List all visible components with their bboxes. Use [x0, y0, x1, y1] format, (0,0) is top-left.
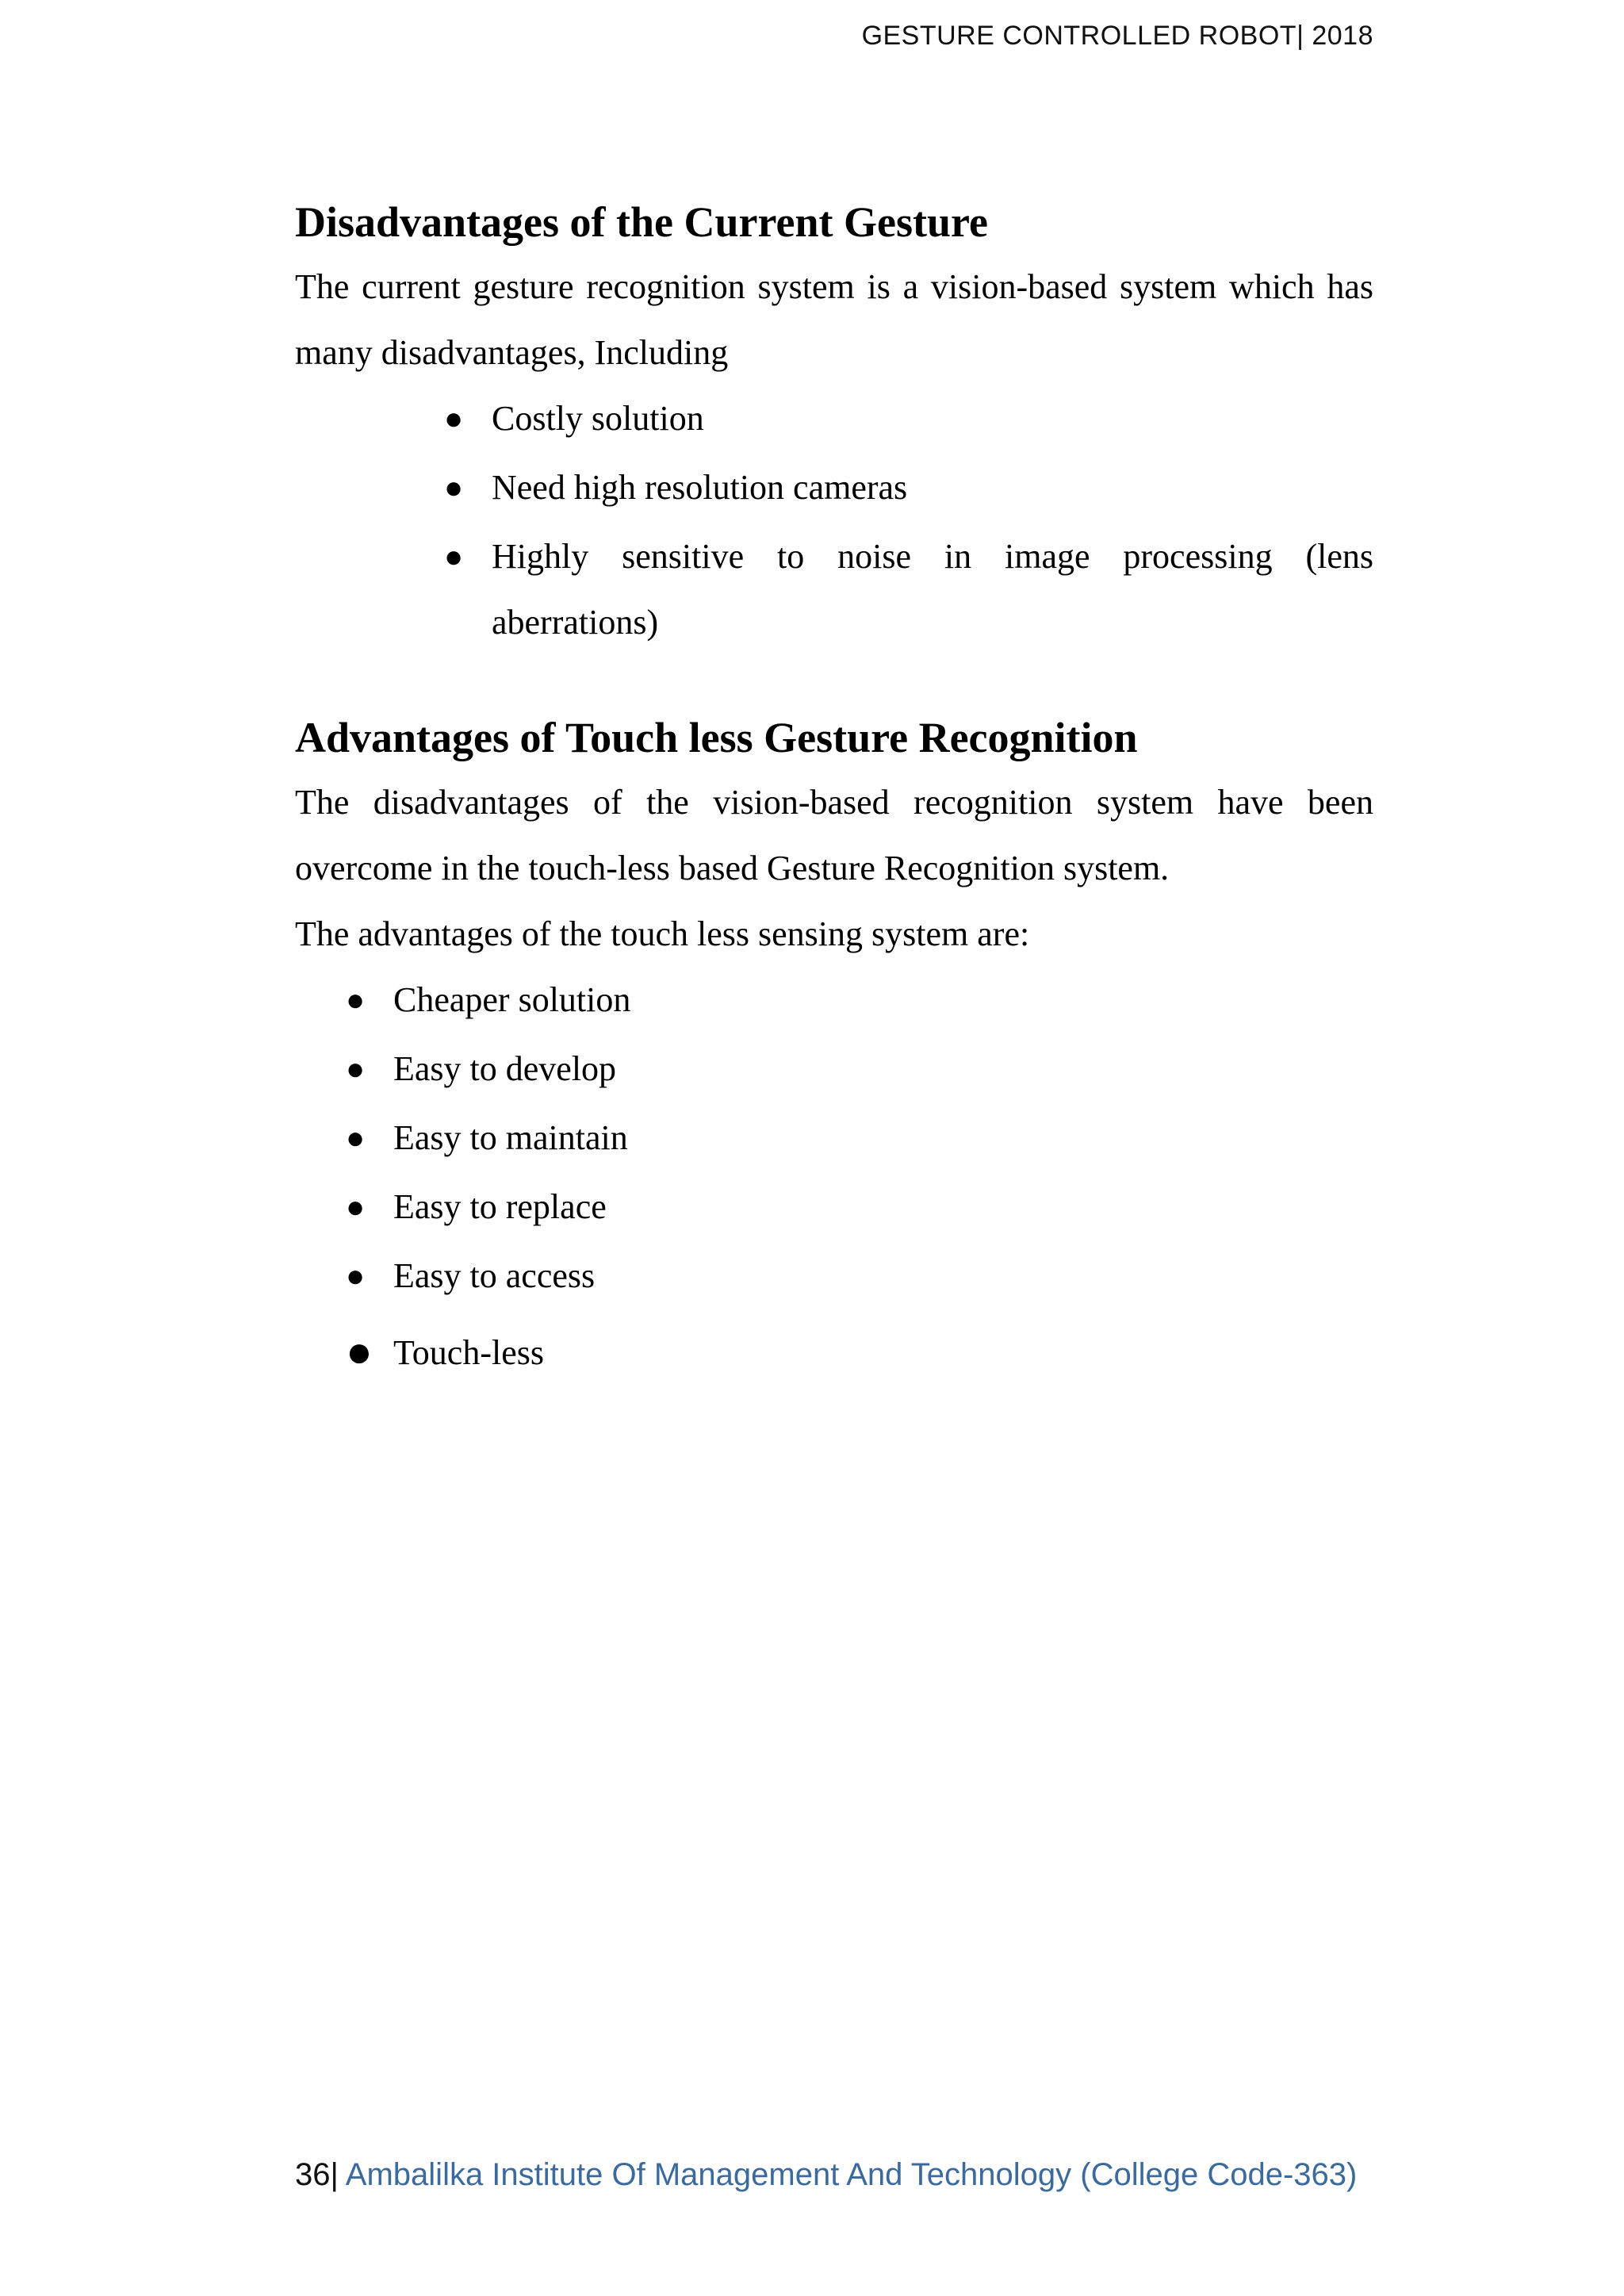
bullet-icon: ●: [444, 401, 464, 436]
list-item: ● Costly solution: [492, 385, 1373, 451]
list-item: ● Need high resolution cameras: [492, 454, 1373, 520]
list-item: ● Cheaper solution: [393, 967, 1373, 1033]
list-item: ● Touch-less: [393, 1320, 1373, 1386]
list-item: ● Highly sensitive to noise in image processing (lens aberrations): [492, 523, 1373, 655]
advantages-list: [346, 967, 1373, 1386]
list-item: ● Easy to replace: [393, 1174, 1373, 1240]
advantages-intro: The disadvantages of the vision-based recognition system have been overcome in the touch-less based Gesture Recognition system.: [295, 783, 1373, 887]
list-item: ● Easy to maintain: [393, 1105, 1373, 1171]
bullet-icon: ●: [346, 1328, 373, 1377]
bullet-icon: ●: [346, 1120, 366, 1156]
bullet-icon: ●: [346, 1051, 366, 1087]
page-footer: [295, 2157, 1357, 2193]
bullet-icon: ●: [346, 1258, 366, 1294]
disadvantages-intro: The current gesture recognition system is a vision-based system which has many disadvantages, Including: [295, 267, 1373, 372]
page-content: [295, 190, 1373, 1389]
page-number: 36: [295, 2157, 331, 2192]
advantages-lead: The advantages of the touch less sensing system are:: [295, 914, 1030, 953]
footer-separator: |: [330, 2157, 339, 2192]
section-heading-advantages: Advantages of Touch less Gesture Recognition: [295, 714, 1138, 761]
bullet-icon: ●: [346, 1189, 366, 1225]
bullet-icon: ●: [444, 470, 464, 505]
disadvantages-list: [444, 385, 1373, 655]
list-item: ● Easy to develop: [393, 1036, 1373, 1102]
institution-name: Ambalilka Institute Of Management And Technology (College Code-363): [345, 2157, 1358, 2192]
section-heading-disadvantages: Disadvantages of the Current Gesture: [295, 198, 988, 246]
bullet-icon: ●: [346, 982, 366, 1018]
running-header: GESTURE CONTROLLED ROBOT| 2018: [861, 21, 1373, 51]
bullet-icon: ●: [444, 539, 464, 574]
list-item: ● Easy to access: [393, 1243, 1373, 1309]
